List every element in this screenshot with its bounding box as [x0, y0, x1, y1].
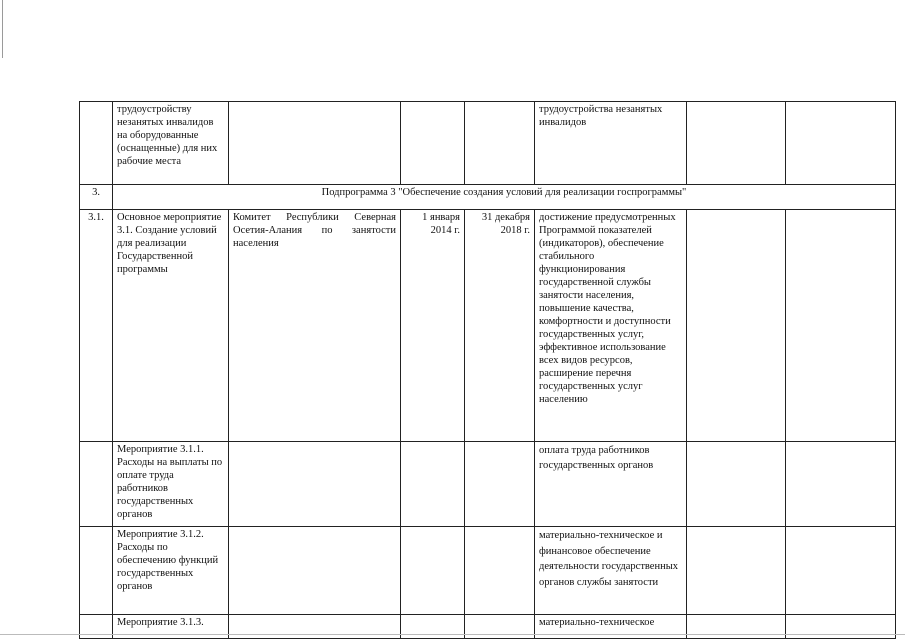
subprogram-title: Подпрограмма 3 "Обеспечение создания условий для реализации госпрограммы" [113, 185, 896, 210]
expected-result: материально-техническое [535, 615, 687, 639]
executor-cell [229, 102, 401, 185]
extra-cell [786, 210, 896, 442]
row-number [80, 442, 113, 527]
start-date-cell [401, 102, 465, 185]
measure-name: Мероприятие 3.1.1. Расходы на выплаты по оплате труда работников государственных органов [113, 442, 229, 527]
expected-result: оплата труда работников государственных органов [535, 442, 687, 527]
extra-cell [786, 442, 896, 527]
extra-cell [687, 210, 786, 442]
program-table [79, 101, 896, 639]
row-number [80, 102, 113, 185]
table-row [80, 102, 896, 185]
expected-result: материально-техническое и финансовое обеспечение деятельности государственных органов службы занятости [535, 527, 687, 615]
extra-cell [786, 527, 896, 615]
expected-result: достижение предусмотренных Программой показателей (индикаторов), обеспечение стабильного функционирования государственной службы занятости населения, повышение качества, комфортности и доступности государственных услуг, эффективное использование всех видов ресурсов, расширение перечня государственных услуг населению [535, 210, 687, 442]
scan-margin-mark [2, 0, 3, 58]
end-date-cell [465, 527, 535, 615]
page-edge-line [0, 634, 905, 635]
start-date-cell [401, 442, 465, 527]
end-date-cell [465, 442, 535, 527]
extra-cell [786, 102, 896, 185]
executor-cell: Комитет Республики Северная Осетия-Алания по занятости населения [229, 210, 401, 442]
expected-result: трудоустройства незанятых инвалидов [535, 102, 687, 185]
row-number [80, 527, 113, 615]
row-number: 3. [80, 185, 113, 210]
subprogram-row [80, 185, 896, 210]
table-row [80, 527, 896, 615]
executor-cell [229, 527, 401, 615]
start-date-cell [401, 527, 465, 615]
measure-name: Основное мероприятие 3.1. Создание условий для реализации Государственной программы [113, 210, 229, 442]
measure-name: Мероприятие 3.1.2. Расходы по обеспечению функций государственных органов [113, 527, 229, 615]
row-number: 3.1. [80, 210, 113, 442]
start-date-cell: 1 января 2014 г. [401, 210, 465, 442]
table-row [80, 442, 896, 527]
executor-cell [229, 442, 401, 527]
extra-cell [687, 442, 786, 527]
end-date-cell [465, 102, 535, 185]
table-row [80, 210, 896, 442]
extra-cell [687, 527, 786, 615]
measure-name: Мероприятие 3.1.3. [113, 615, 229, 639]
extra-cell [687, 102, 786, 185]
end-date-cell: 31 декабря 2018 г. [465, 210, 535, 442]
measure-name: трудоустройству незанятых инвалидов на оборудованные (оснащенные) для них рабочие места [113, 102, 229, 185]
